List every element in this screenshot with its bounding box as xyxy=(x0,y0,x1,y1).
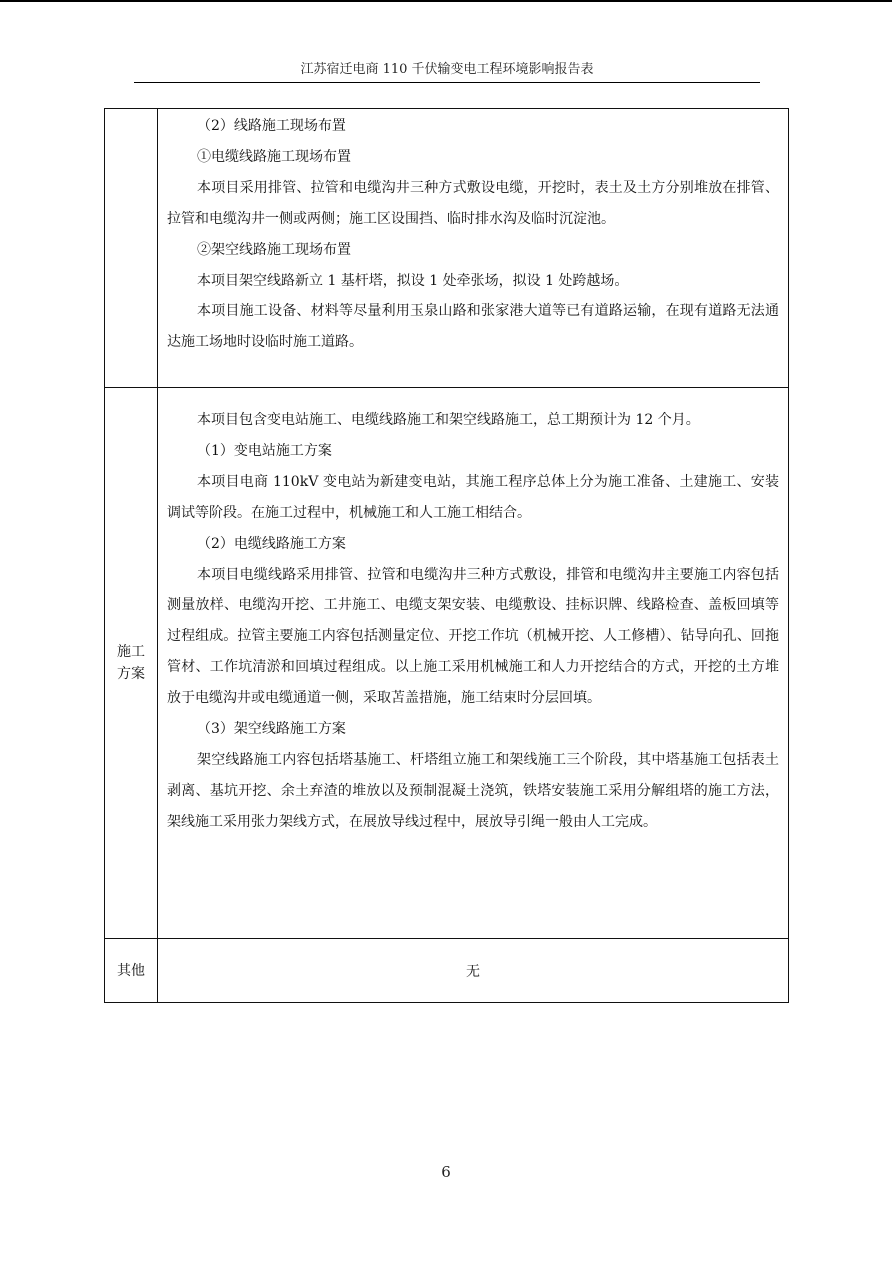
label-line: 方案 xyxy=(117,666,145,682)
header-rule xyxy=(134,82,760,83)
construction-plan-content xyxy=(158,388,789,939)
page-number: 6 xyxy=(441,1163,451,1181)
paragraph: 本项目施工设备、材料等尽量利用玉泉山路和张家港大道等已有道路运输，在现有道路无法通达施工场地时设临时施工道路。 xyxy=(167,303,779,351)
paragraph: 本项目架空线路新立 1 基杆塔，拟设 1 处牵张场，拟设 1 处跨越场。 xyxy=(197,272,629,289)
paragraph: （3）架空线路施工方案 xyxy=(197,721,346,738)
page-header-title: 江苏宿迁电商 110 千伏输变电工程环境影响报告表 xyxy=(300,62,594,77)
row-label-construction-plan xyxy=(105,388,158,939)
paragraph: （2）线路施工现场布置 xyxy=(197,118,346,134)
row-label-empty xyxy=(105,109,158,388)
paragraph: 本项目电缆线路采用排管、拉管和电缆沟井三种方式敷设，排管和电缆沟井主要施工内容包括测量放样、电缆沟开挖、工井施工、电缆支架安装、电缆敷设、挂标识牌、线路检查、盖板回填等过程组成。拉管主要施工内容包括测量定位、开挖工作坑（机械开挖、人工修槽）、钻导向孔、回拖管材、工作坑清淤和回填过程组成。以上施工采用机械施工和人力开挖结合的方式，开挖的土方堆放于电缆沟井或电缆通道一侧，采取苫盖措施，施工结束时分层回填。 xyxy=(167,566,779,707)
row-label-other: 其他 xyxy=(105,939,158,1003)
paragraph: ②架空线路施工现场布置 xyxy=(197,241,351,258)
paragraph: 本项目包含变电站施工、电缆线路施工和架空线路施工，总工期预计为 12 个月。 xyxy=(197,412,700,428)
table-row-site-layout xyxy=(105,109,789,388)
other-content: 无 xyxy=(158,939,789,1003)
paragraph: （2）电缆线路施工方案 xyxy=(197,535,346,552)
label-line: 施工 xyxy=(117,644,145,660)
paragraph: ①电缆线路施工现场布置 xyxy=(197,148,351,165)
paragraph: 架空线路施工内容包括塔基施工、杆塔组立施工和架线施工三个阶段，其中塔基施工包括表土剥离、基坑开挖、余土弃渣的堆放以及预制混凝土浇筑，铁塔安装施工采用分解组塔的施工方法，架线施工采用张力架线方式，在展放导线过程中，展放导引绳一般由人工完成。 xyxy=(167,751,779,830)
report-table xyxy=(104,108,789,1003)
site-layout-content xyxy=(158,109,789,388)
top-border-line xyxy=(0,0,892,2)
paragraph: 本项目电商 110kV 变电站为新建变电站，其施工程序总体上分为施工准备、土建施工、安装调试等阶段。在施工过程中，机械施工和人工施工相结合。 xyxy=(167,473,779,521)
table-row-other xyxy=(105,939,789,1003)
paragraph: 本项目采用排管、拉管和电缆沟井三种方式敷设电缆，开挖时，表土及土方分别堆放在排管、拉管和电缆沟井一侧或两侧；施工区设围挡、临时排水沟及临时沉淀池。 xyxy=(167,179,779,227)
table-row-construction-plan xyxy=(105,388,789,939)
paragraph: （1）变电站施工方案 xyxy=(197,442,332,459)
